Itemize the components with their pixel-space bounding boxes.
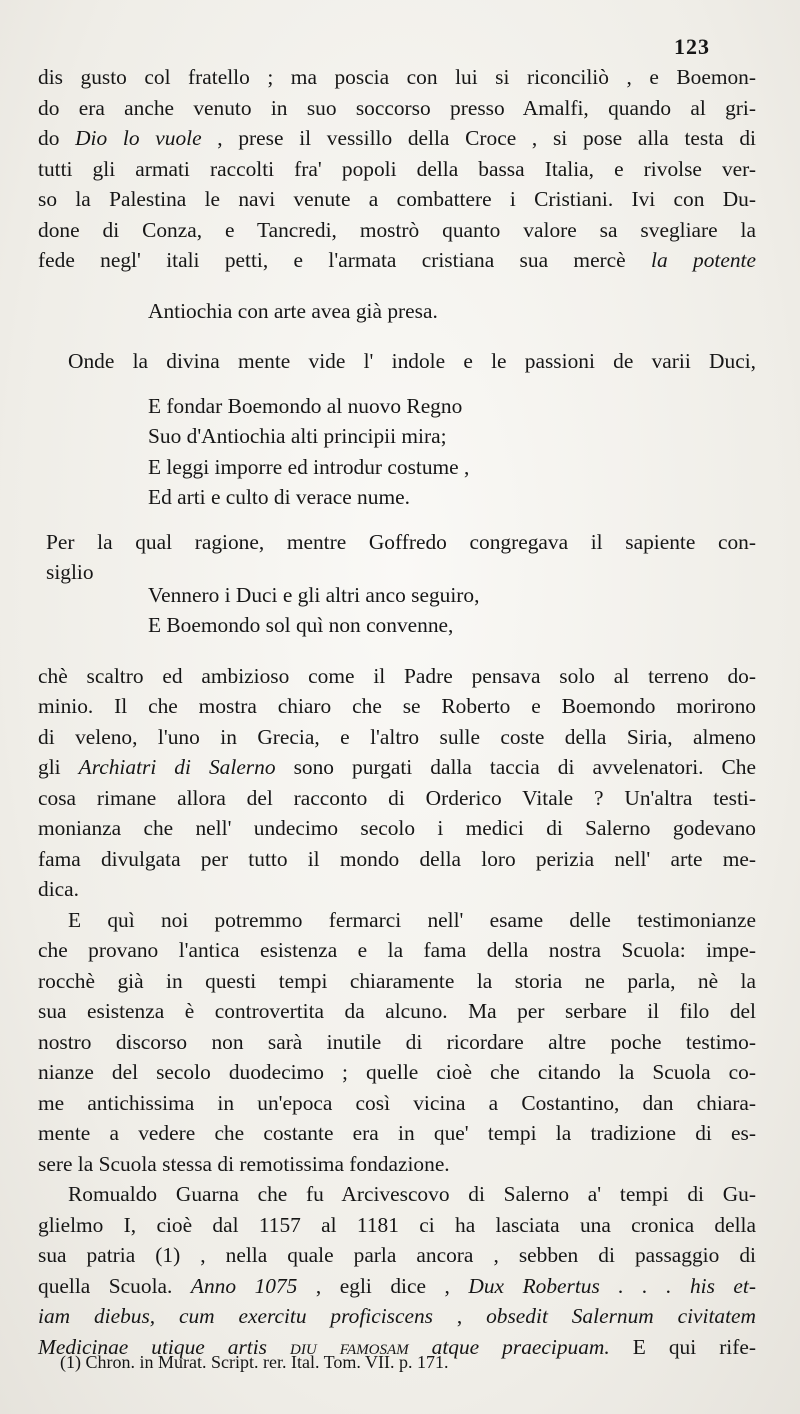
text-line: dica. [38,877,79,901]
italic-quote: la potente [651,248,756,272]
text-line: chè scaltro ed ambizioso come il Padre pensava solo al terreno do- [38,663,756,688]
text-line: done di Conza, e Tancredi, mostrò quanto valore sa svegliare la [38,217,756,242]
text-line: Romualdo Guarna che fu Arcivescovo di Salerno a' tempi di Gu- [68,1182,756,1206]
text-line: siglio [46,560,94,584]
text-span: , [456,1304,463,1328]
italic-quote: obsedit Salernum civitatem [486,1304,756,1328]
text-line: me antichissima in un'epoca così vicina a Costantino, dan chiara- [38,1090,756,1115]
text-line: minio. Il che mostra chiaro che se Roberto e Boemondo morirono [38,694,756,718]
italic-quote: iam diebus, cum exercitu proficiscens [38,1304,434,1328]
verse-line: E Boemondo sol quì non convenne, [148,613,454,637]
text-line: nostro discorso non sarà inutile di ricordare altre poche testimo- [38,1029,756,1054]
text-line: do era anche venuto in suo soccorso presso Amalfi, quando al gri- [38,95,756,120]
text-line: sua esistenza è controvertita da alcuno. Ma per serbare il filo del [38,999,756,1023]
verse-line: Ed arti e culto di verace nume. [148,485,410,509]
text-span: do [38,126,60,150]
text-line: Onde la divina mente vide l' indole e le passioni de varii Duci, [68,349,756,373]
text-line: glielmo I, cioè dal 1157 al 1181 ci ha lasciata una cronica della [38,1212,756,1237]
text-line: fama divulgata per tutto il mondo della loro perizia nell' arte me- [38,846,756,871]
text-span: E qui rife- [632,1334,756,1359]
spacer [38,326,756,346]
spacer [38,641,756,661]
text-line: tutti gli armati raccolti fra' popoli della bassa Italia, e rivolse ver- [38,156,756,181]
verse-line: Vennero i Duci e gli altri anco seguiro, [148,582,480,607]
text-span: , egli dice , [315,1273,450,1298]
spacer [38,377,756,391]
text-line [38,1271,756,1302]
text-line: cosa rimane allora del racconto di Orderico Vitale ? Un'altra testi- [38,785,756,810]
text-line: Per la qual ragione, mentre Goffredo congregava il sapiente con- [46,529,756,554]
text-line: sere la Scuola stessa di remotissima fondazione. [38,1151,450,1176]
text-line: so la Palestina le navi venute a combattere i Cristiani. Ivi con Du- [38,187,756,211]
italic-quote: Medicinae utique artis [38,1334,268,1359]
text-line [38,123,756,154]
italic-quote: Anno 1075 [190,1273,298,1298]
spacer [38,276,756,296]
text-line: che provano l'antica esistenza e la fama della nostra Scuola: impe- [38,938,756,962]
text-line [38,245,756,276]
verse-line: E fondar Boemondo al nuovo Regno [148,393,463,418]
text-span: gli [38,755,61,779]
small-caps-quote: diu famosam [290,1334,409,1359]
verse-line: Suo d'Antiochia alti principii mira; [148,424,447,448]
spacer [38,513,756,527]
text-span: , prese il vessillo della Croce , si pose alla testa di [217,126,756,150]
verse-line: Antiochia con arte avea già presa. [148,298,438,323]
text-line: rocchè già in questi tempi chiaramente la storia ne parla, nè la [38,968,756,993]
text-line [38,1301,756,1332]
text-line: E quì noi potremmo fermarci nell' esame delle testimonianze [68,907,756,932]
text-line: sua patria (1) , nella quale parla ancora , sebben di passaggio di [38,1243,756,1267]
text-line: dis gusto col fratello ; ma poscia con lui si riconciliò , e Boemon- [38,65,756,89]
text-line: nianze del secolo duodecimo ; quelle cioè che citando la Scuola co- [38,1060,756,1084]
text-span: fede negl' itali petti, e l'armata cristiana sua mercè [38,248,626,272]
footnote: (1) Chron. in Murat. Script. rer. Ital. Tom. VII. p. 171. [60,1352,449,1372]
italic-quote: Dio lo vuole [75,126,202,150]
text-line: monianza che nell' undecimo secolo i medici di Salerno godevano [38,816,756,840]
text-line: mente a vedere che costante era in que' tempi la tradizione di es- [38,1121,756,1145]
body-text [38,62,756,1362]
italic-quote: Archiatri di Salerno [78,755,276,779]
verse-line: E leggi imporre ed introdur costume , [148,454,470,479]
text-line: di veleno, l'uno in Grecia, e l'altro sulle coste della Siria, almeno [38,724,756,749]
italic-quote: atque praecipuam. [431,1334,610,1359]
text-span: sono purgati dalla taccia di avvelenatori. Che [293,755,756,779]
text-span: quella Scuola. [38,1273,173,1298]
italic-quote: Dux Robertus . . . his et- [468,1273,756,1298]
page-number: 123 [674,34,710,59]
text-line [38,752,756,783]
